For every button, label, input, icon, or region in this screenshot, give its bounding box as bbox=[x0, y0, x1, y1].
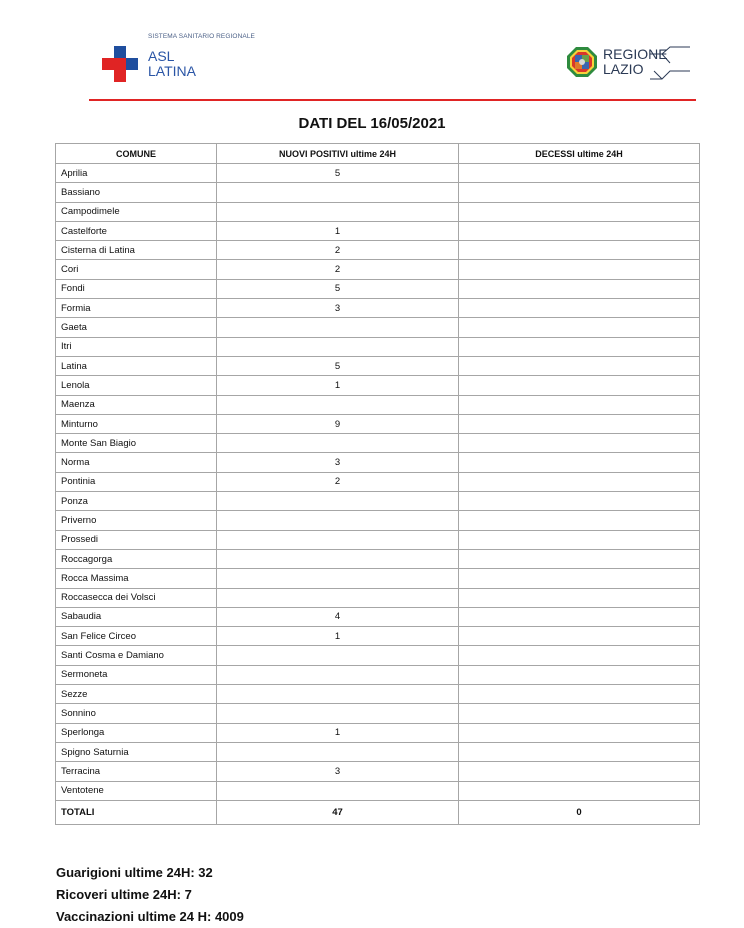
cell-decessi bbox=[459, 511, 700, 530]
table-row bbox=[56, 318, 700, 337]
column-header-nuovi-positivi: NUOVI POSITIVI ultime 24H bbox=[217, 144, 459, 164]
cell-nuovi-positivi: 2 bbox=[217, 472, 459, 491]
cell-comune: Terracina bbox=[56, 762, 217, 781]
page-title: DATI DEL 16/05/2021 bbox=[298, 115, 446, 132]
cell-decessi bbox=[459, 221, 700, 240]
region-decorative-lines-icon bbox=[650, 46, 690, 80]
lazio-coat-of-arms-icon bbox=[566, 46, 598, 78]
regione-lazio-logo bbox=[566, 44, 696, 84]
table-row bbox=[56, 530, 700, 549]
cell-nuovi-positivi bbox=[217, 685, 459, 704]
cell-decessi bbox=[459, 588, 700, 607]
asl-name-line2: LATINA bbox=[148, 63, 196, 79]
cell-decessi bbox=[459, 414, 700, 433]
cell-comune: Priverno bbox=[56, 511, 217, 530]
cell-comune: Prossedi bbox=[56, 530, 217, 549]
asl-subtitle: SISTEMA SANITARIO REGIONALE bbox=[148, 33, 255, 40]
cell-nuovi-positivi bbox=[217, 530, 459, 549]
table-row bbox=[56, 627, 700, 646]
cell-comune: Sabaudia bbox=[56, 607, 217, 626]
cell-comune: Pontinia bbox=[56, 472, 217, 491]
cell-comune: Maenza bbox=[56, 395, 217, 414]
summary-guarigioni: Guarigioni ultime 24H: 32 bbox=[56, 865, 213, 880]
cell-nuovi-positivi: 2 bbox=[217, 241, 459, 260]
cell-comune: Minturno bbox=[56, 414, 217, 433]
cell-nuovi-positivi: 3 bbox=[217, 453, 459, 472]
cell-nuovi-positivi: 9 bbox=[217, 414, 459, 433]
table-header-row bbox=[56, 144, 700, 164]
cell-comune: Gaeta bbox=[56, 318, 217, 337]
cell-comune: Spigno Saturnia bbox=[56, 742, 217, 761]
table-row bbox=[56, 414, 700, 433]
cell-nuovi-positivi bbox=[217, 742, 459, 761]
totals-positivi: 47 bbox=[217, 800, 459, 824]
cell-decessi bbox=[459, 781, 700, 800]
covid-data-table bbox=[55, 143, 700, 825]
medical-cross-icon bbox=[102, 46, 138, 82]
asl-name-line1: ASL bbox=[148, 48, 175, 64]
table-row bbox=[56, 337, 700, 356]
column-header-comune: COMUNE bbox=[56, 144, 217, 164]
table-row bbox=[56, 434, 700, 453]
cell-decessi bbox=[459, 356, 700, 375]
cell-decessi bbox=[459, 723, 700, 742]
cell-nuovi-positivi bbox=[217, 492, 459, 511]
cell-nuovi-positivi: 5 bbox=[217, 164, 459, 183]
cell-decessi bbox=[459, 376, 700, 395]
cell-nuovi-positivi bbox=[217, 781, 459, 800]
cell-comune: Sperlonga bbox=[56, 723, 217, 742]
cell-comune: Campodimele bbox=[56, 202, 217, 221]
table-row bbox=[56, 646, 700, 665]
cell-nuovi-positivi bbox=[217, 665, 459, 684]
cell-nuovi-positivi: 4 bbox=[217, 607, 459, 626]
cell-nuovi-positivi: 1 bbox=[217, 221, 459, 240]
cell-comune: Norma bbox=[56, 453, 217, 472]
table-row bbox=[56, 202, 700, 221]
cell-comune: Itri bbox=[56, 337, 217, 356]
cell-comune: Sonnino bbox=[56, 704, 217, 723]
region-name-line1: REGIONE bbox=[603, 46, 668, 62]
cell-decessi bbox=[459, 395, 700, 414]
table-row bbox=[56, 742, 700, 761]
table-row bbox=[56, 183, 700, 202]
cell-nuovi-positivi: 1 bbox=[217, 376, 459, 395]
cell-nuovi-positivi bbox=[217, 511, 459, 530]
cell-comune: Cori bbox=[56, 260, 217, 279]
table-row bbox=[56, 241, 700, 260]
cell-decessi bbox=[459, 762, 700, 781]
cell-nuovi-positivi bbox=[217, 395, 459, 414]
table-row bbox=[56, 376, 700, 395]
table-row bbox=[56, 511, 700, 530]
table-row bbox=[56, 260, 700, 279]
cell-decessi bbox=[459, 665, 700, 684]
table-body bbox=[56, 164, 700, 801]
totals-row bbox=[56, 800, 700, 824]
cell-decessi bbox=[459, 646, 700, 665]
table-row bbox=[56, 299, 700, 318]
cell-nuovi-positivi: 1 bbox=[217, 627, 459, 646]
asl-name bbox=[148, 49, 196, 79]
summary-ricoveri: Ricoveri ultime 24H: 7 bbox=[56, 887, 192, 902]
cell-decessi bbox=[459, 202, 700, 221]
cell-nuovi-positivi bbox=[217, 588, 459, 607]
totals-decessi: 0 bbox=[459, 800, 700, 824]
cell-nuovi-positivi: 3 bbox=[217, 299, 459, 318]
cell-comune: Bassiano bbox=[56, 183, 217, 202]
table-row bbox=[56, 221, 700, 240]
cell-decessi bbox=[459, 685, 700, 704]
table-row bbox=[56, 588, 700, 607]
table-row bbox=[56, 704, 700, 723]
cell-comune: Monte San Biagio bbox=[56, 434, 217, 453]
cell-decessi bbox=[459, 183, 700, 202]
cell-decessi bbox=[459, 241, 700, 260]
summary-vaccinazioni: Vaccinazioni ultime 24 H: 4009 bbox=[56, 909, 244, 924]
cell-decessi bbox=[459, 549, 700, 568]
table-row bbox=[56, 762, 700, 781]
cell-comune: Santi Cosma e Damiano bbox=[56, 646, 217, 665]
asl-latina-logo bbox=[100, 30, 270, 90]
cell-decessi bbox=[459, 704, 700, 723]
column-header-decessi: DECESSI ultime 24H bbox=[459, 144, 700, 164]
cell-comune: Sermoneta bbox=[56, 665, 217, 684]
cell-comune: Rocca Massima bbox=[56, 569, 217, 588]
cell-comune: Lenola bbox=[56, 376, 217, 395]
cell-nuovi-positivi bbox=[217, 202, 459, 221]
table-row bbox=[56, 569, 700, 588]
cell-comune: Sezze bbox=[56, 685, 217, 704]
table-row bbox=[56, 607, 700, 626]
cell-nuovi-positivi bbox=[217, 183, 459, 202]
table-row bbox=[56, 549, 700, 568]
totals-label: TOTALI bbox=[56, 800, 217, 824]
daily-summary bbox=[56, 862, 244, 928]
cell-decessi bbox=[459, 337, 700, 356]
cell-decessi bbox=[459, 299, 700, 318]
table-row bbox=[56, 453, 700, 472]
cell-nuovi-positivi bbox=[217, 646, 459, 665]
cell-comune: Ventotene bbox=[56, 781, 217, 800]
cell-nuovi-positivi: 5 bbox=[217, 356, 459, 375]
cell-comune: Latina bbox=[56, 356, 217, 375]
cell-comune: Cisterna di Latina bbox=[56, 241, 217, 260]
table-row bbox=[56, 723, 700, 742]
cell-decessi bbox=[459, 530, 700, 549]
cell-comune: Castelforte bbox=[56, 221, 217, 240]
table-row bbox=[56, 356, 700, 375]
cell-nuovi-positivi bbox=[217, 704, 459, 723]
table-row bbox=[56, 164, 700, 183]
table-row bbox=[56, 279, 700, 298]
cell-decessi bbox=[459, 453, 700, 472]
table-row bbox=[56, 472, 700, 491]
table-row bbox=[56, 395, 700, 414]
cell-comune: Fondi bbox=[56, 279, 217, 298]
cell-decessi bbox=[459, 279, 700, 298]
cell-nuovi-positivi bbox=[217, 549, 459, 568]
table-row bbox=[56, 685, 700, 704]
cell-decessi bbox=[459, 569, 700, 588]
cell-comune: Roccagorga bbox=[56, 549, 217, 568]
cell-nuovi-positivi bbox=[217, 569, 459, 588]
region-name-line2: LAZIO bbox=[603, 61, 644, 77]
cell-comune: Roccasecca dei Volsci bbox=[56, 588, 217, 607]
cell-comune: Ponza bbox=[56, 492, 217, 511]
table-row bbox=[56, 665, 700, 684]
cell-nuovi-positivi bbox=[217, 434, 459, 453]
cell-decessi bbox=[459, 434, 700, 453]
cell-nuovi-positivi: 3 bbox=[217, 762, 459, 781]
table-row bbox=[56, 492, 700, 511]
cell-comune: Aprilia bbox=[56, 164, 217, 183]
cell-nuovi-positivi bbox=[217, 337, 459, 356]
cell-nuovi-positivi: 1 bbox=[217, 723, 459, 742]
cell-decessi bbox=[459, 318, 700, 337]
cell-decessi bbox=[459, 164, 700, 183]
cell-nuovi-positivi: 2 bbox=[217, 260, 459, 279]
cell-decessi bbox=[459, 607, 700, 626]
cell-decessi bbox=[459, 260, 700, 279]
cell-decessi bbox=[459, 742, 700, 761]
cell-comune: Formia bbox=[56, 299, 217, 318]
table-row bbox=[56, 781, 700, 800]
cell-decessi bbox=[459, 472, 700, 491]
cell-nuovi-positivi: 5 bbox=[217, 279, 459, 298]
cell-comune: San Felice Circeo bbox=[56, 627, 217, 646]
header-divider bbox=[89, 99, 696, 101]
cell-nuovi-positivi bbox=[217, 318, 459, 337]
cell-decessi bbox=[459, 492, 700, 511]
cell-decessi bbox=[459, 627, 700, 646]
